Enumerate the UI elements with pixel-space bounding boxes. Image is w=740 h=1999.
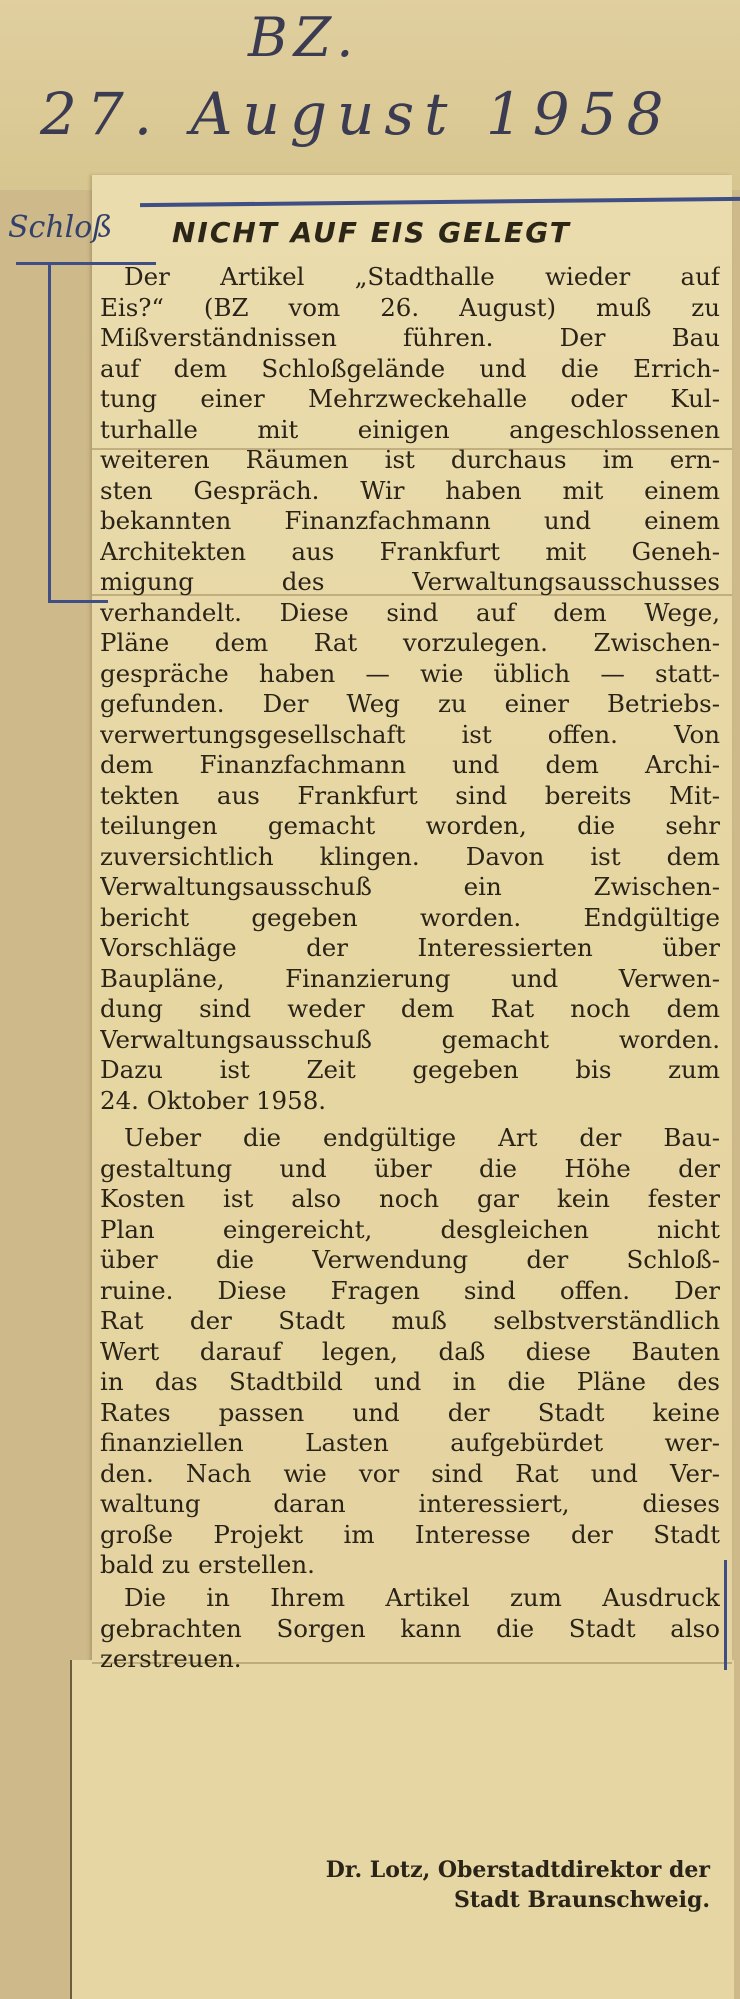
article-line: tung einer Mehrzweckehalle oder Kul- <box>100 384 720 413</box>
blue-pencil-line <box>48 262 51 602</box>
handwritten-newspaper-name: BZ. <box>248 6 360 69</box>
article-paragraph-2 <box>100 1123 720 1581</box>
article-line: zerstreuen. <box>100 1644 242 1673</box>
article-line: dung sind weder dem Rat noch dem <box>100 994 720 1023</box>
article-line: Pläne dem Rat vorzulegen. Zwischen- <box>100 628 720 657</box>
article-line: Architekten aus Frankfurt mit Geneh- <box>100 536 720 566</box>
article-paragraph-3 <box>100 1583 720 1675</box>
article-line: Verwaltungsausschuß gemacht worden. <box>100 1024 720 1054</box>
article-line: Kosten ist also noch gar kein fester <box>100 1184 720 1213</box>
article-line: Ueber die endgültige Art der Bau- <box>124 1123 720 1152</box>
article-line: gebrachten Sorgen kann die Stadt also <box>100 1613 720 1643</box>
article-line: gespräche haben — wie üblich — statt- <box>100 658 720 688</box>
article-line: bekannten Finanzfachmann und einem <box>100 506 720 535</box>
signature-line: Stadt Braunschweig. <box>453 1887 710 1913</box>
article-line: turhalle mit einigen angeschlossenen <box>100 414 720 444</box>
article-line: große Projekt im Interesse der Stadt <box>100 1519 720 1549</box>
handwritten-date: 27. August 1958 <box>40 80 674 148</box>
article-line: über die Verwendung der Schloß- <box>100 1245 720 1274</box>
article-paragraph-1 <box>100 262 720 1116</box>
article-line: Wert darauf legen, daß diese Bauten <box>100 1336 720 1366</box>
article-line: Rates passen und der Stadt keine <box>100 1397 720 1427</box>
article-line: Rat der Stadt muß selbstverständlich <box>100 1306 720 1335</box>
blue-pencil-line <box>724 1560 727 1670</box>
article-line: teilungen gemacht worden, die sehr <box>100 811 720 840</box>
article-line: 24. Oktober 1958. <box>100 1085 327 1115</box>
article-line: zuversichtlich klingen. Davon ist dem <box>100 841 720 871</box>
article-line: gefunden. Der Weg zu einer Betriebs- <box>100 689 720 718</box>
article-line: waltung daran interessiert, dieses <box>100 1489 720 1518</box>
article-line: auf dem Schloßgelände und die Errich- <box>100 353 720 383</box>
article-line: Plan eingereicht, desgleichen nicht <box>100 1214 720 1244</box>
article-line: Baupläne, Finanzierung und Verwen- <box>100 963 720 993</box>
article-line: Der Artikel „Stadthalle wieder auf <box>124 262 720 291</box>
article-line: migung des Verwaltungsausschusses <box>100 567 720 596</box>
article-line: bericht gegeben worden. Endgültige <box>100 902 720 932</box>
article-line: gestaltung und über die Höhe der <box>100 1153 720 1183</box>
article-signature <box>240 1855 710 1915</box>
signature-line: Dr. Lotz, Oberstadtdirektor der <box>325 1857 710 1883</box>
article-line: in das Stadtbild und in die Pläne des <box>100 1367 720 1396</box>
article-headline: NICHT AUF EIS GELEGT <box>172 216 571 249</box>
article-line: tekten aus Frankfurt sind bereits Mit- <box>100 780 720 810</box>
article-line: bald zu erstellen. <box>100 1550 315 1579</box>
article-line: weiteren Räumen ist durchaus im ern- <box>100 445 720 474</box>
article-line: Vorschläge der Interessierten über <box>100 933 720 962</box>
article-line: dem Finanzfachmann und dem Archi- <box>100 750 720 779</box>
article-line: verwertungsgesellschaft ist offen. Von <box>100 719 720 749</box>
article-line: ruine. Diese Fragen sind offen. Der <box>100 1275 720 1305</box>
article-line: sten Gespräch. Wir haben mit einem <box>100 475 720 505</box>
blue-pencil-line <box>48 600 108 603</box>
article-line: Dazu ist Zeit gegeben bis zum <box>100 1055 720 1084</box>
article-line: den. Nach wie vor sind Rat und Ver- <box>100 1458 720 1488</box>
article-line: Eis?“ (BZ vom 26. August) muß zu <box>100 292 720 322</box>
clipping-lower-piece <box>70 1660 734 1999</box>
article-line: Verwaltungsausschuß ein Zwischen- <box>100 872 720 901</box>
article-line: Mißverständnissen führen. Der Bau <box>100 323 720 352</box>
article-line: Die in Ihrem Artikel zum Ausdruck <box>124 1583 720 1612</box>
article-line: verhandelt. Diese sind auf dem Wege, <box>100 597 720 627</box>
handwritten-margin-note: Schloß <box>8 210 113 245</box>
article-line: finanziellen Lasten aufgebürdet wer- <box>100 1428 720 1457</box>
